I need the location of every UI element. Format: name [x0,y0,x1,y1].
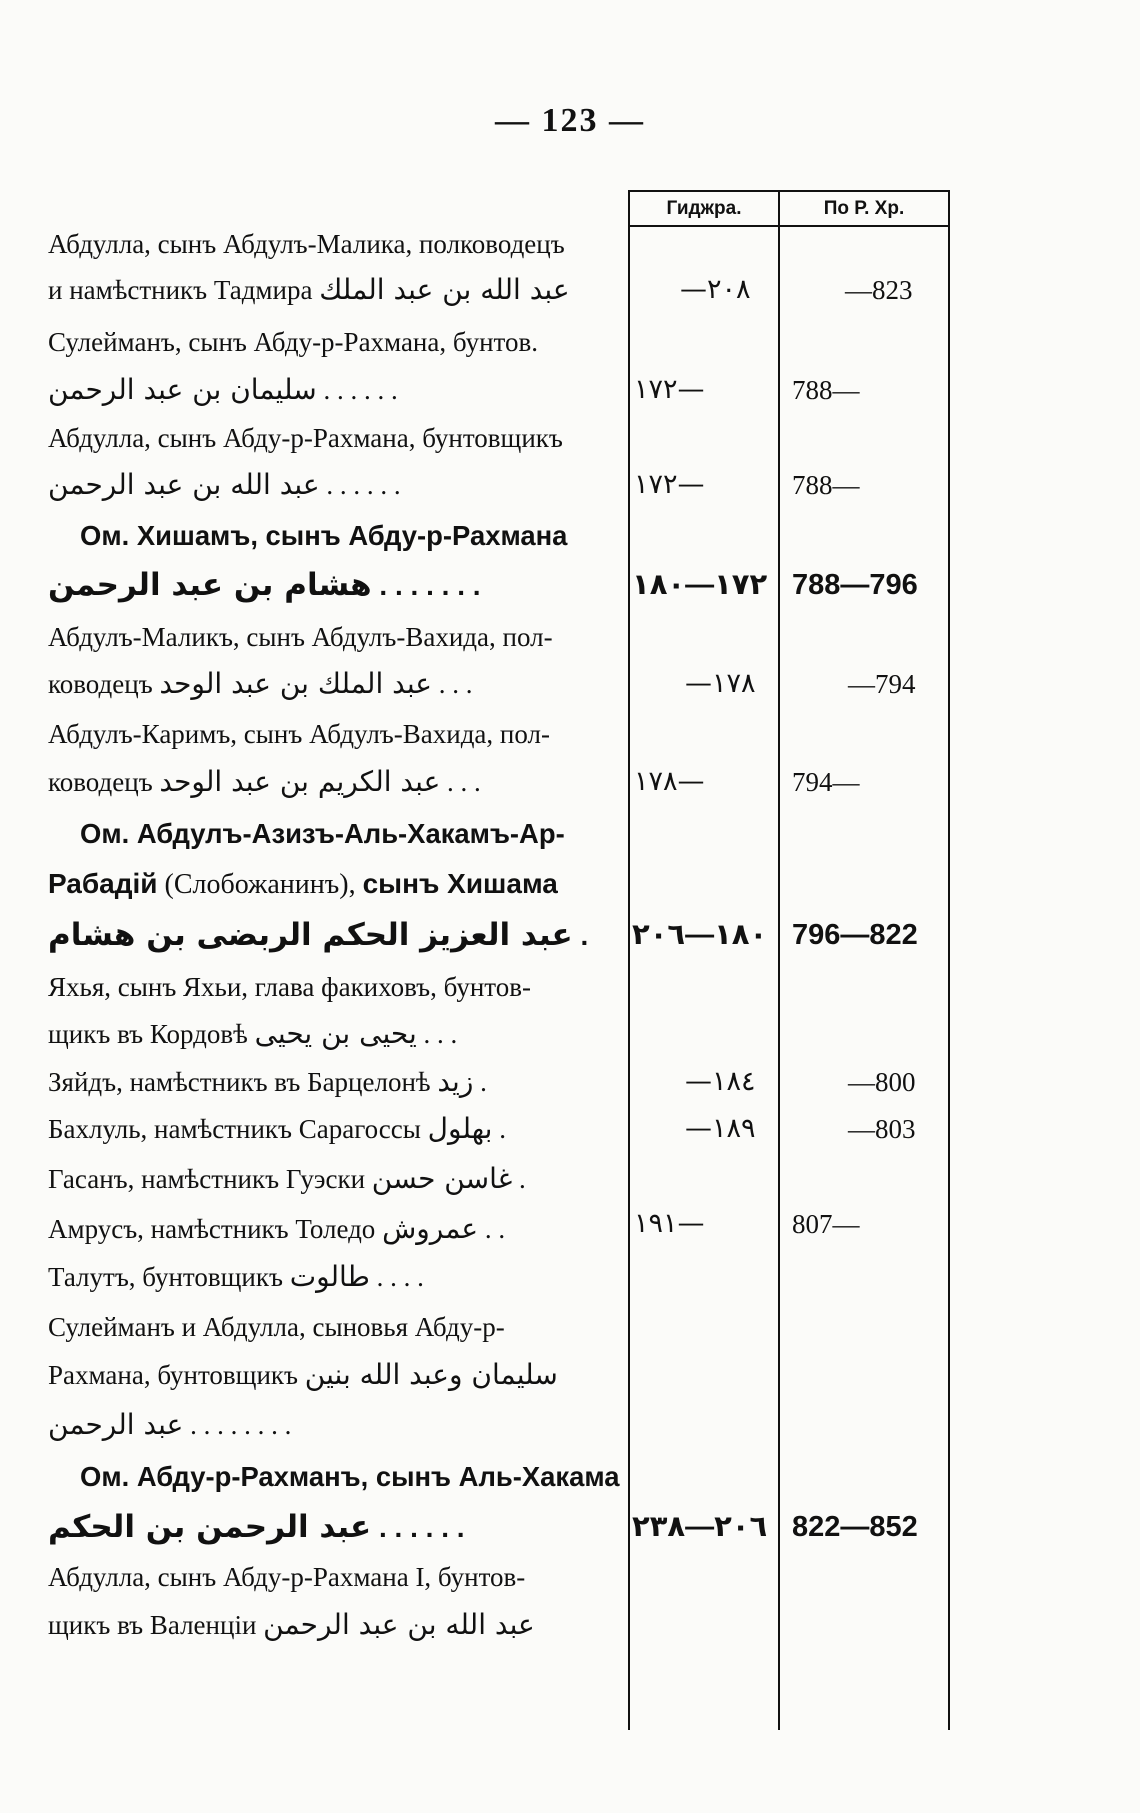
entry-text: Гасанъ, намѣстникъ Гуэски غاسن حسن . [48,1162,526,1195]
arabic-name: عبد العزيز الحكم الربضى بن هشام [48,918,573,953]
page-number: — 123 — [495,102,645,139]
entry-text: هشام بن عبد الرحمن . . . . . . . [48,568,481,603]
table-header-rule [628,225,948,227]
entry-text: ководецъ عبد الملك بن عبد الوحد . . . [48,667,473,700]
ad-year: 796—822 [792,919,918,951]
entry-text: Абдулъ-Маликъ, сынъ Абдулъ-Вахида, пол- [48,622,553,652]
entry-text: ководецъ عبد الكريم بن عبد الوحد . . . [48,765,481,798]
entry-text: Рахмана, бунтовщикъ سليمان وعبد الله بنين [48,1358,558,1391]
arabic-name: عمروش [382,1212,479,1245]
entry-text: Сулейманъ, сынъ Абду-р-Рахмана, бунтов. [48,327,538,357]
ad-year: 788—796 [792,569,918,601]
entry-text: Абдулъ-Каримъ, сынъ Абдулъ-Вахида, пол- [48,719,550,749]
arabic-name: بهلول [427,1112,493,1145]
hijra-year: ١٧٢—١٨٠ [632,569,768,601]
arabic-name: عبد الله بن عبد الرحمن [263,1608,535,1641]
hijra-year: —١٧٨ [685,668,756,699]
entry-text: Ом. Хишамъ, сынъ Абду-р-Рахмана [80,520,568,551]
hijra-year: ١٨٠—٢٠٦ [632,919,768,951]
hijra-year: ١٩١— [634,1208,705,1239]
entry-text: سليمان بن عبد الرحمن . . . . . . [48,373,398,406]
hijra-year: —٢٠٨ [680,274,751,305]
hijra-year: —١٨٤ [685,1066,756,1097]
table-left-border [628,190,630,1730]
arabic-name: هشام بن عبد الرحمن [48,568,372,603]
hijra-year: —١٨٩ [685,1113,756,1144]
entry-text: щикъ въ Кордовѣ يحيى بن يحيى . . . [48,1017,458,1050]
entry-text: Абдулла, сынъ Абду-р-Рахмана, бунтовщикъ [48,423,563,453]
entry-text: Яхья, сынъ Яхьи, глава факиховъ, бунтов- [48,972,531,1002]
entry-text: Абдулла, сынъ Абду-р-Рахмана I, бунтов- [48,1562,526,1592]
arabic-name: عبد الله بن عبد الرحمن [48,468,320,501]
entry-text: Рабадій (Слобожанинъ), сынъ Хишама [48,868,558,900]
arabic-name: عبد الملك بن عبد الوحد [159,667,432,700]
arabic-name: طالوت [289,1260,370,1293]
entry-text: Амрусъ, намѣстникъ Толедо عمروش . . [48,1212,506,1245]
entry-text: Абдулла, сынъ Абдулъ-Малика, полководецъ [48,229,565,259]
entry-text: عبد الرحمن بن الحكم . . . . . . [48,1510,465,1545]
arabic-name: عبد الرحمن بن الحكم [48,1510,372,1545]
ad-year: —823 [845,275,913,305]
entry-text: щикъ въ Валенціи عبد الله بن عبد الرحمن [48,1608,535,1641]
table-top-rule [628,190,948,192]
entry-text: Сулейманъ и Абдулла, сыновья Абду-р- [48,1312,505,1342]
ad-year: 807— [792,1209,860,1239]
ad-year: —794 [848,669,916,699]
entry-text: и намѣстникъ Тадмира عبد الله بن عبد الملك [48,273,570,306]
entry-text: عبد الرحمن . . . . . . . . [48,1408,292,1441]
ad-year: 794— [792,767,860,797]
hijra-year: ٢٠٦—٢٣٨ [632,1511,768,1543]
entry-text: Бахлуль, намѣстникъ Сарагоссы بهلول . [48,1112,506,1145]
hijra-year: ١٧٢— [634,374,705,405]
entry-text: Талутъ, бунтовщикъ طالوت . . . . [48,1260,424,1293]
entry-text: Зяйдъ, намѣстникъ въ Барцелонѣ زيد . [48,1065,487,1098]
ad-year: 788— [792,375,860,405]
entry-text: عبد الله بن عبد الرحمن . . . . . . [48,468,401,501]
arabic-name: يحيى بن يحيى [254,1017,417,1050]
hijra-year: ١٧٢— [634,469,705,500]
entry-text: Ом. Абду-р-Рахманъ, сынъ Аль-Хакама [80,1461,620,1492]
ad-year: —803 [848,1114,916,1144]
ad-year: 788— [792,470,860,500]
arabic-name: عبد الرحمن [48,1408,184,1441]
arabic-name: عبد الله بن عبد الملك [319,273,570,306]
arabic-name: عبد الكريم بن عبد الوحد [159,765,441,798]
column-header-hijra: Гиджра. [666,198,742,219]
column-header-ad: По Р. Хр. [823,198,905,219]
table-right-border [948,190,950,1730]
table-column-divider [778,190,780,1730]
hijra-year: ١٧٨— [634,766,705,797]
ad-year: —800 [848,1067,916,1097]
arabic-name: سليمان بن عبد الرحمن [48,373,317,406]
arabic-name: زيد [437,1065,474,1098]
arabic-name: سليمان وعبد الله بنين [304,1358,558,1391]
arabic-name: غاسن حسن [371,1162,513,1195]
entry-text: Ом. Абдулъ-Азизъ-Аль-Хакамъ-Ар- [80,818,565,849]
entry-text: عبد العزيز الحكم الربضى بن هشام . [48,918,589,953]
ad-year: 822—852 [792,1511,918,1543]
